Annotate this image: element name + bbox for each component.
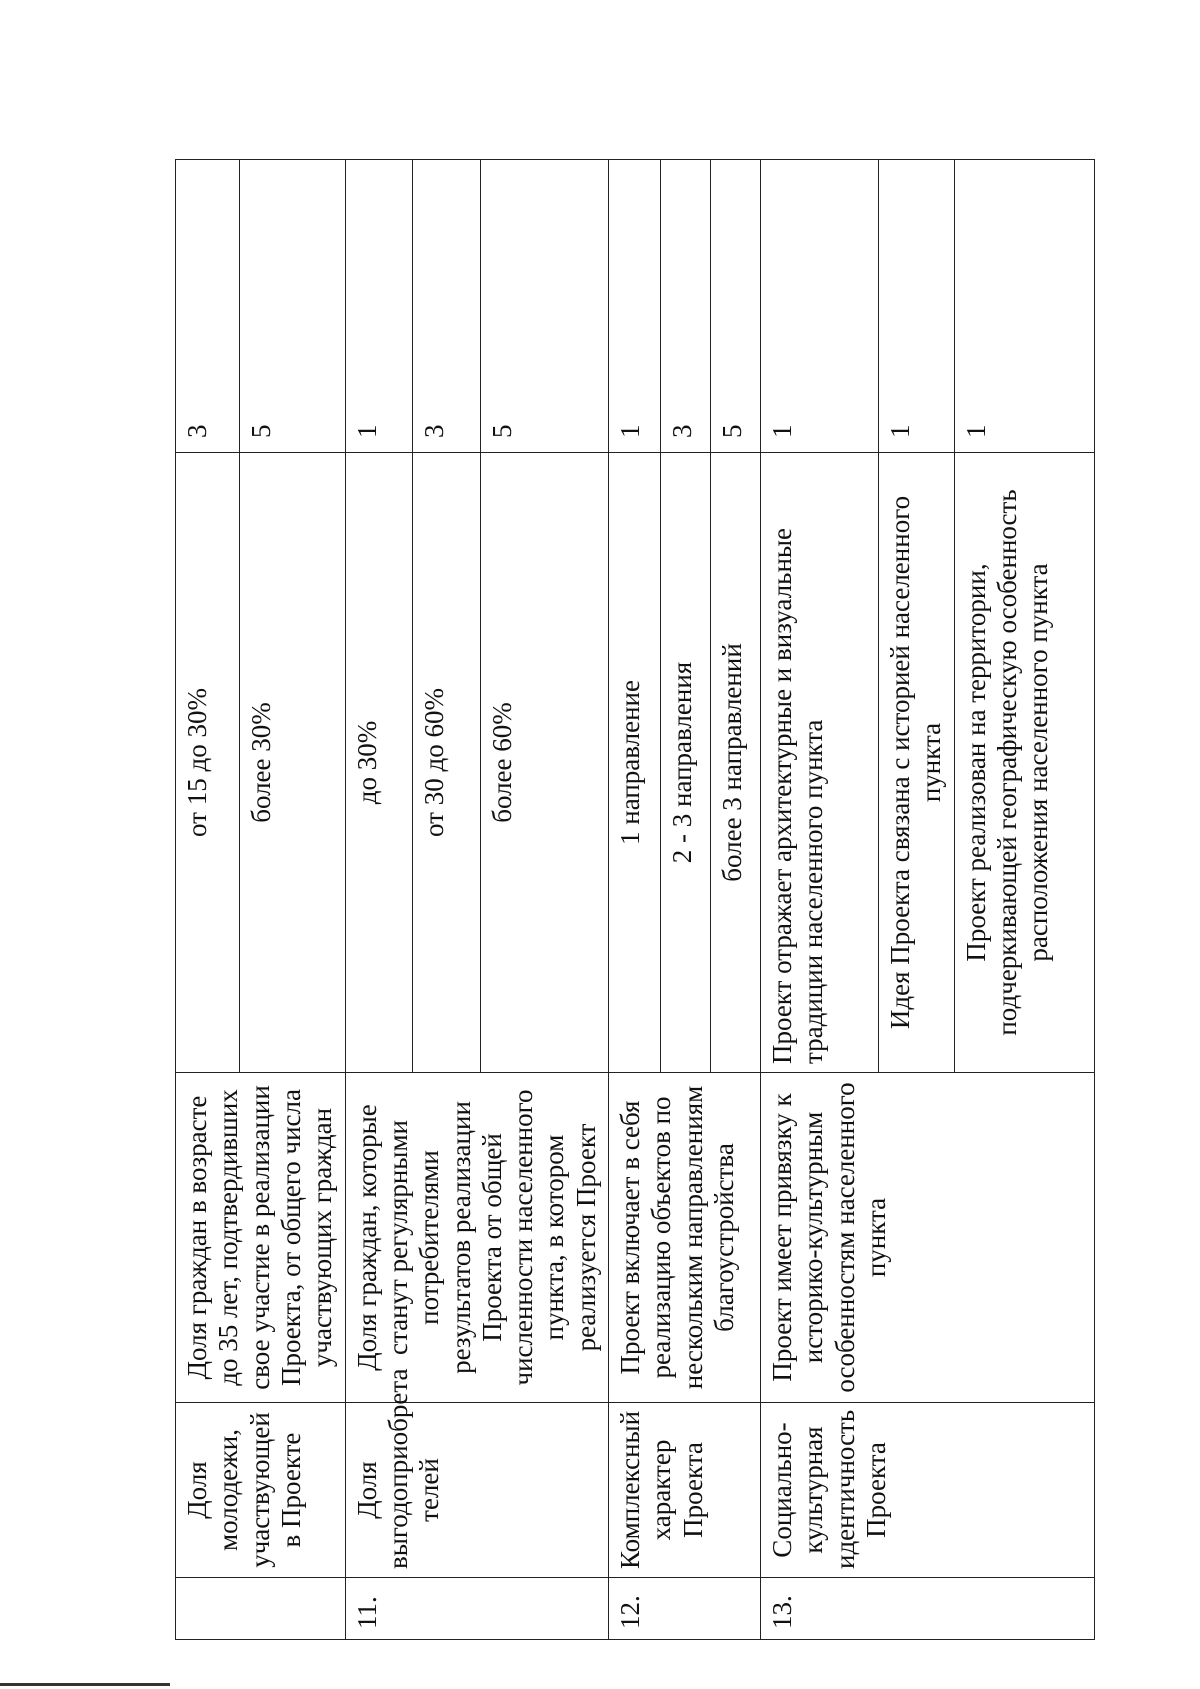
description-cell: Проект имеет привязку к историко-культурным особенностям населенного пункта (761, 1073, 1095, 1403)
criterion-cell: Доля выгодоприобрета телей (345, 1403, 609, 1578)
score-cell: 3 (413, 160, 481, 453)
condition-cell: 2 - 3 направления (661, 453, 711, 1073)
condition-cell: 1 направление (609, 453, 661, 1073)
score-cell: 3 (661, 160, 711, 453)
criterion-cell: Социально-культурная идентичность Проекта (761, 1403, 1095, 1578)
score-cell: 1 (345, 160, 413, 453)
table-row (761, 160, 879, 1640)
condition-cell: более 30% (239, 453, 345, 1073)
description-cell: Проект включает в себя реализацию объектов по нескольким направлениям благоустройства (609, 1073, 761, 1403)
row-number-cell: 11. (345, 1578, 609, 1640)
score-cell: 1 (879, 160, 955, 453)
condition-cell: Проект отражает архитектурные и визуальные традиции населенного пункта (761, 453, 879, 1073)
score-cell: 5 (239, 160, 345, 453)
row-number-cell (176, 1578, 346, 1640)
score-cell: 1 (761, 160, 879, 453)
score-cell: 1 (954, 160, 1094, 453)
score-cell: 1 (609, 160, 661, 453)
rotated-table-wrapper (175, 160, 1070, 1640)
table-row (345, 160, 413, 1640)
description-cell: Доля граждан в возрасте до 35 лет, подтвердивших свое участие в реализации Проекта, от общего числа участвующих граждан (176, 1073, 346, 1403)
row-number-cell: 13. (761, 1578, 1095, 1640)
row-number-cell: 12. (609, 1578, 761, 1640)
criterion-cell: Доля молодежи, участвующей в Проекте (176, 1403, 346, 1578)
condition-cell: от 15 до 30% (176, 453, 240, 1073)
table-row (176, 160, 240, 1640)
condition-cell: более 3 направлений (711, 453, 761, 1073)
condition-cell: более 60% (481, 453, 609, 1073)
score-cell: 5 (481, 160, 609, 453)
table-row (609, 160, 661, 1640)
condition-cell: до 30% (345, 453, 413, 1073)
scan-edge-line (0, 1683, 170, 1686)
condition-cell: Проект реализован на территории, подчеркивающей географическую особенность расположения населенного пункта (954, 453, 1094, 1073)
score-cell: 3 (176, 160, 240, 453)
description-cell: Доля граждан, которые станут регулярными потребителями результатов реализации Проекта от общей численности населенного пункта, в котором реализуется Проект (345, 1073, 609, 1403)
score-cell: 5 (711, 160, 761, 453)
criterion-cell: Комплексный характер Проекта (609, 1403, 761, 1578)
criteria-table (175, 159, 1095, 1640)
condition-cell: Идея Проекта связана с историей населенного пункта (879, 453, 955, 1073)
condition-cell: от 30 до 60% (413, 453, 481, 1073)
